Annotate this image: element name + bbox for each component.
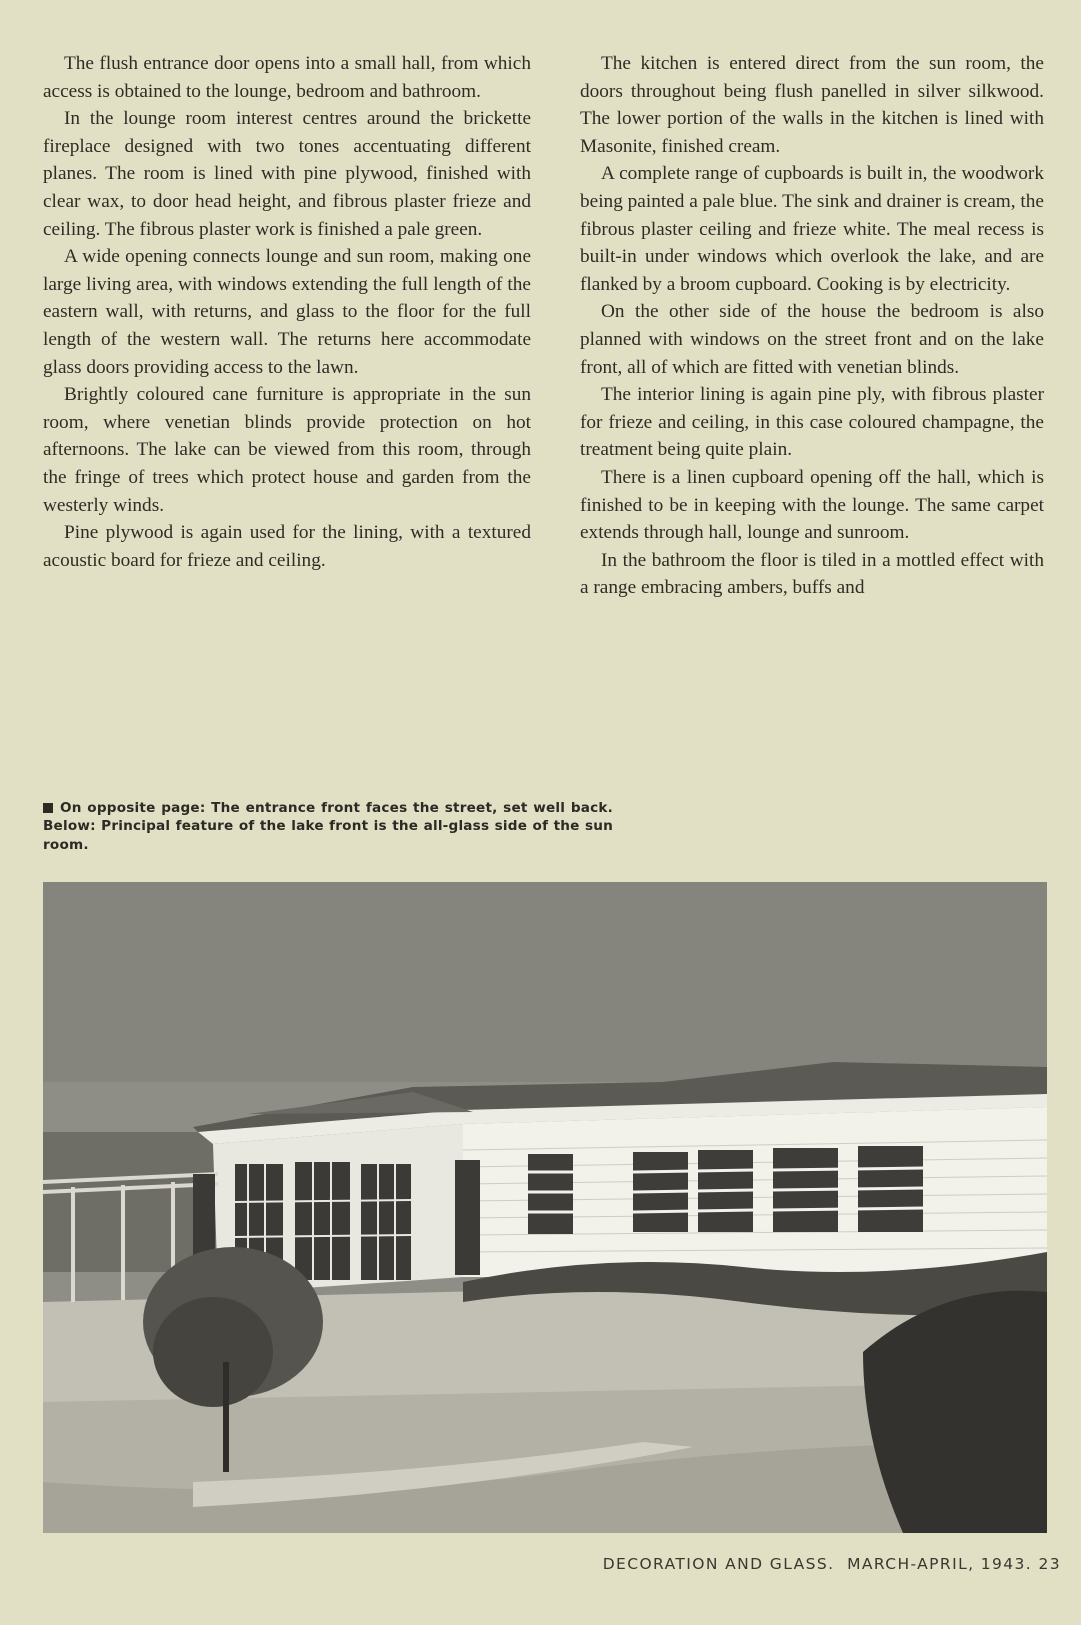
paragraph: The flush entrance door opens into a small hall, from which access is obtained to the lounge, bedroom and bathroom.: [43, 53, 531, 102]
issue-date: MARCH-APRIL, 1943.: [847, 1555, 1033, 1573]
paragraph: A wide opening connects lounge and sun room, making one large living area, with windows extending the full length of the eastern wall, with returns, and glass to the floor for the full length of the western wall. The returns here accommodate glass doors providing access to the lawn.: [43, 246, 531, 378]
paragraph: Brightly coloured cane furniture is appropriate in the sun room, where venetian blinds provide protection on hot afternoons. The lake can be viewed from this room, through the fringe of trees which protect house and garden from the westerly winds.: [43, 384, 531, 516]
caption-bullet-icon: [43, 803, 53, 813]
page-footer: [603, 1555, 1061, 1573]
page-number: 23: [1038, 1555, 1061, 1573]
paragraph: There is a linen cupboard opening off the hall, which is finished to be in keeping with the lounge. The same carpet extends through hall, lounge and sunroom.: [580, 466, 1044, 544]
paragraph: The interior lining is again pine ply, with fibrous plaster for frieze and ceiling, in this case coloured champagne, the treatment being quite plain.: [580, 384, 1044, 461]
right-text-column: [580, 50, 1044, 602]
paragraph: A complete range of cupboards is built in, the woodwork being painted a pale blue. The sink and drainer is cream, the fibrous plaster ceiling and frieze white. The meal recess is built-in under windows which overlook the lake, and are flanked by a broom cupboard. Cooking is by electricity.: [580, 163, 1044, 295]
paragraph: Pine plywood is again used for the lining, with a textured acoustic board for frieze and ceiling.: [43, 522, 531, 571]
paragraph: On the other side of the house the bedroom is also planned with windows on the street front and on the lake front, all of which are fitted with venetian blinds.: [580, 301, 1044, 378]
paragraph: In the lounge room interest centres around the brickette fireplace designed with two tones accentuating different planes. The room is lined with pine plywood, finished with clear wax, to door head height, and fibrous plaster frieze and ceiling. The fibrous plaster work is finished a pale green.: [43, 108, 531, 240]
house-photo-illustration: [43, 882, 1047, 1533]
paragraph: The kitchen is entered direct from the sun room, the doors throughout being flush panelled in silver silkwood. The lower portion of the walls in the kitchen is lined with Masonite, finished cream.: [580, 53, 1044, 157]
photo-caption: [43, 799, 613, 854]
caption-text: On opposite page: The entrance front faces the street, set well back. Below: Principal feature of the lake front is the all-glass side of the sun room.: [43, 800, 613, 853]
publication-name: DECORATION AND GLASS.: [602, 1555, 835, 1573]
house-photograph: [43, 882, 1047, 1533]
left-text-column: [43, 50, 531, 574]
paragraph: In the bathroom the floor is tiled in a mottled effect with a range embracing ambers, buffs and: [580, 549, 1044, 599]
